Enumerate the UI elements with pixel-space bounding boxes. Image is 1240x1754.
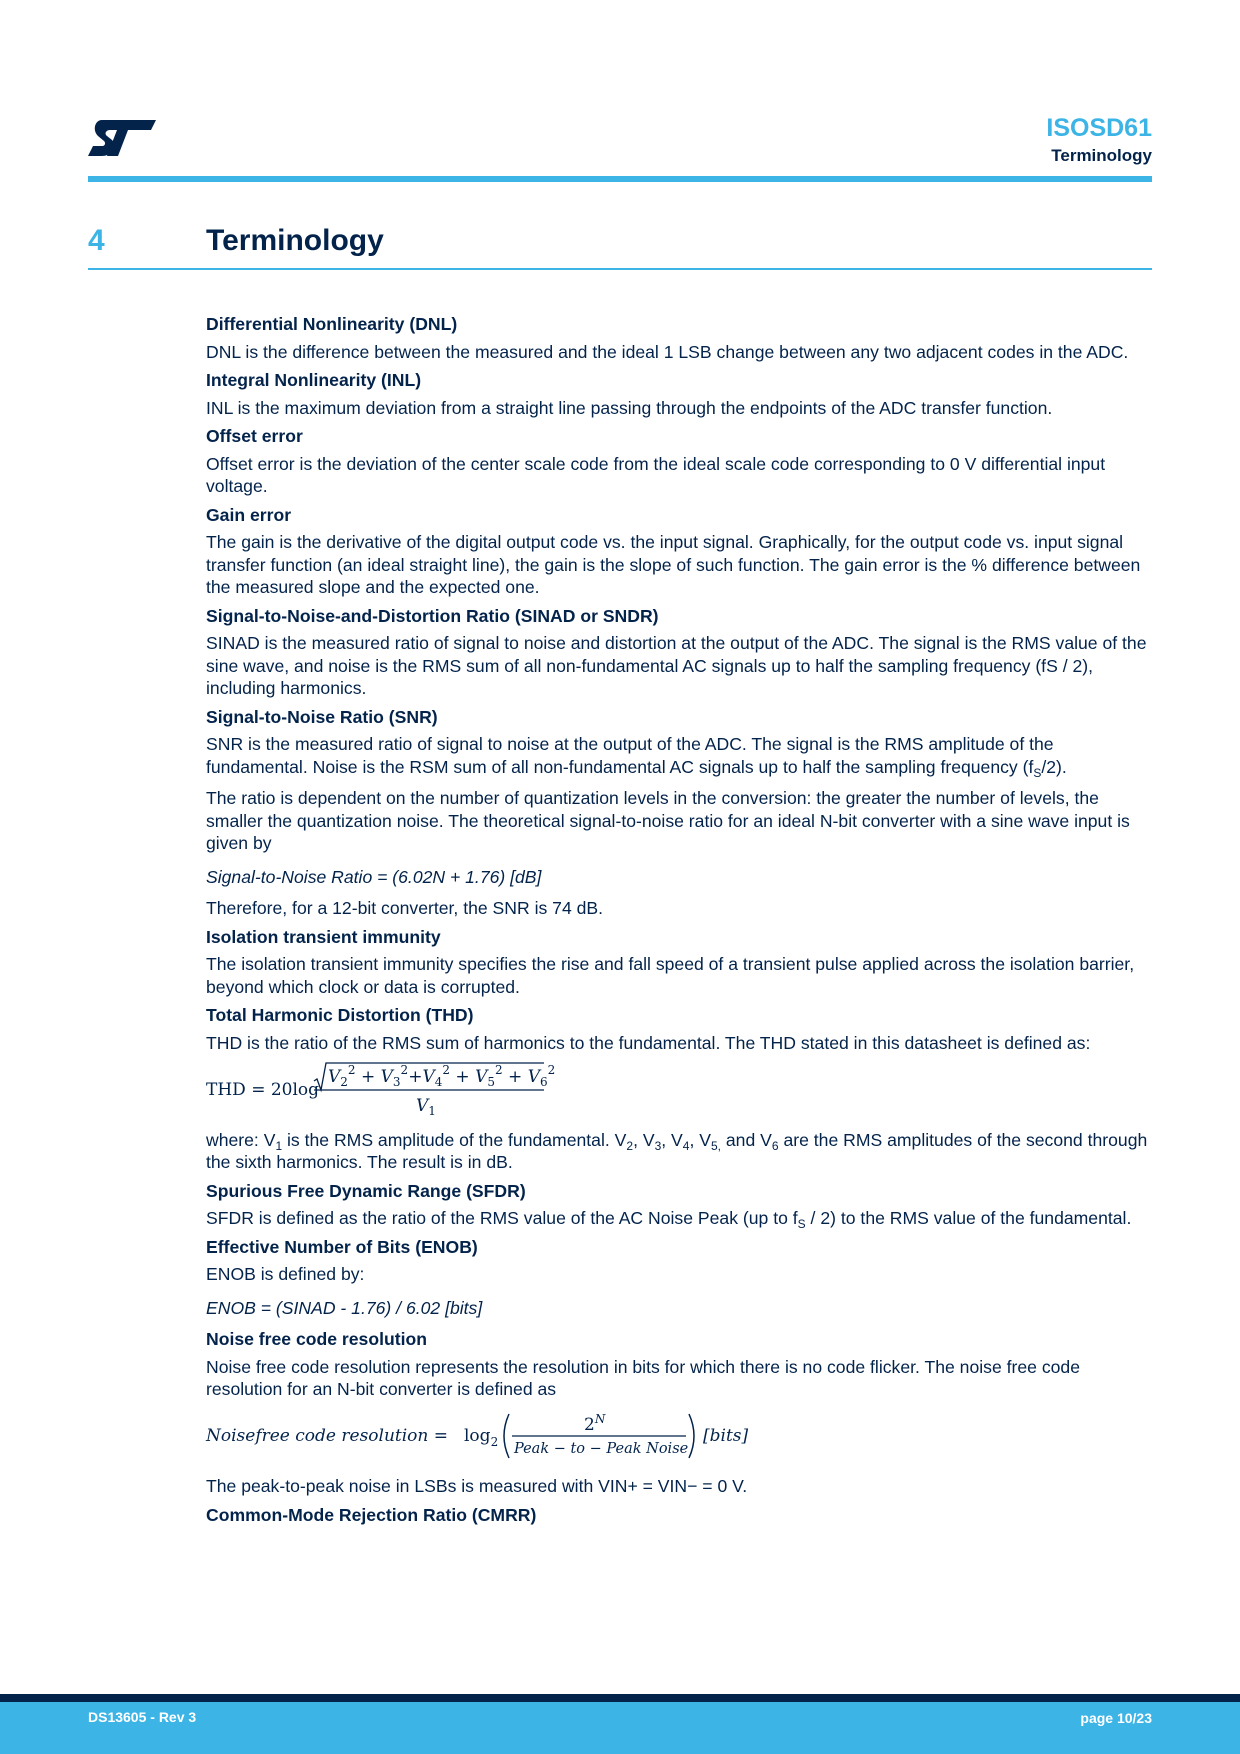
term-body-gain: The gain is the derivative of the digital output code vs. the input signal. Graphically, for the output code vs. input signal transfer function (an ideal straight line), the gain is the slope of such function. The gain error is the % difference between the measured slope and the expected one. (206, 532, 1141, 597)
term-body-nfcr-after: The peak-to-peak noise in LSBs is measured with VIN+ = VIN− = 0 V. (206, 1476, 748, 1496)
term-body-enob: ENOB is defined by: (206, 1264, 365, 1284)
term-title-snr: Signal-to-Noise Ratio (SNR) (206, 706, 438, 727)
term-title-dnl: Differential Nonlinearity (DNL) (206, 314, 458, 334)
snr-formula: Signal-to-Noise Ratio = (6.02N + 1.76) [dB] (206, 866, 542, 887)
term-body-snr-3: Therefore, for a 12-bit converter, the SNR is 74 dB. (206, 898, 604, 918)
term-title-enob: Effective Number of Bits (ENOB) (206, 1236, 478, 1257)
term-title-thd: Total Harmonic Distortion (THD) (206, 1005, 474, 1025)
term-body-offset: Offset error is the deviation of the center scale code from the ideal scale code corresponding to 0 V differential input voltage. (206, 453, 1106, 496)
term-body-snr-2: The ratio is dependent on the number of quantization levels in the conversion: the greater the number of levels, the smaller the quantization noise. The theoretical signal-to-noise ratio for an ideal N-bit converter with a sine wave input is given by (206, 788, 1130, 853)
term-body-dnl: DNL is the difference between the measured and the ideal 1 LSB change between any two adjacent codes in the ADC. (206, 341, 1129, 362)
term-body-sinad: SINAD is the measured ratio of signal to noise and distortion at the output of the ADC. The signal is the RMS value of the sine wave, and noise is the RMS sum of all non-fundamental AC signals up to half the sampling frequency (fS / 2), including harmonics. (206, 633, 1147, 698)
thd-formula (206, 1059, 1152, 1123)
term-title-gain: Gain error (206, 504, 292, 525)
nfcr-formula (206, 1406, 1152, 1470)
terminology-content (206, 313, 1152, 1531)
term-body-inl: INL is the maximum deviation from a straight line passing through the endpoints of the ADC transfer function. (206, 397, 1053, 418)
term-title-sfdr: Spurious Free Dynamic Range (SFDR) (206, 1180, 526, 1201)
term-body-thd: THD is the ratio of the RMS sum of harmonics to the fundamental. The THD stated in this datasheet is defined as: (206, 1032, 1091, 1053)
thd-where: where: $V_1$ is the RMS amplitude of the fundamental. $V_2$, $V_3$, $V_4$, $V_{5,}$ and $V_6$ are the RMS amplitudes of the second through the sixth harmonics. The result is in dB. (206, 1129, 1148, 1172)
logo-text: ST (88, 118, 90, 119)
svg-text:V22 + V32+V42 + V52 + V62: $V_2^2 + V_3^2+V_4^2 + V_5^2 + V_6^2$ (328, 1063, 556, 1089)
nfcr-formula-den: Peak − to − Peak Noise (514, 1440, 689, 1457)
term-title-inl: Integral Nonlinearity (INL) (206, 370, 422, 390)
term-body-iti: The isolation transient immunity specifies the rise and fall speed of a transient pulse applied across the isolation barrier, beyond which clock or data is corrupted. (206, 954, 1135, 997)
section-number: 4 (88, 224, 105, 257)
term-body-snr-1: SNR is the measured ratio of signal to noise at the output of the ADC. The signal is the RMS amplitude of the fundamental. Noise is the RSM sum of all non-fundamental AC signals up to half the sampling frequency $(f_S/2)$. (206, 734, 1067, 780)
document-title: ISOSD61 (1046, 114, 1152, 142)
footer-dark-strip (0, 1694, 1240, 1702)
term-title-nfcr: Noise free code resolution (206, 1329, 427, 1349)
nfcr-formula-unit: [bits] (703, 1425, 749, 1446)
header-divider (88, 176, 1152, 182)
nfcr-formula-log: $\log_2$ (464, 1425, 499, 1449)
section-title: Terminology (206, 224, 384, 257)
footer-page-number: page 10/23 (1080, 1710, 1152, 1726)
thd-formula-lhs: THD = 20log (206, 1080, 320, 1100)
footer-doc-id: DS13605 - Rev 3 (88, 1709, 197, 1725)
svg-text:V1: $V_1$ (416, 1096, 436, 1118)
st-logo (88, 118, 158, 158)
term-title-offset: Offset error (206, 426, 303, 446)
nfcr-formula-num: $2^N$ (584, 1411, 606, 1435)
term-body-nfcr: Noise free code resolution represents the resolution in bits for which there is no code flicker. The noise free code resolution for an N-bit converter is defined as (206, 1356, 1080, 1399)
nfcr-formula-lhs: Noisefree code resolution = (206, 1425, 449, 1446)
section-divider (88, 268, 1152, 270)
header-section-name: Terminology (1051, 146, 1152, 165)
nfcr-formula-graphic (206, 1406, 766, 1464)
term-title-sinad: Signal-to-Noise-and-Distortion Ratio (SINAD or SNDR) (206, 605, 659, 626)
enob-formula: ENOB = (SINAD - 1.76) / 6.02 [bits] (206, 1297, 483, 1318)
term-body-sfdr: SFDR is defined as the ratio of the RMS value of the AC Noise Peak (up to $f_S / 2$) to the RMS value of the fundamental. (206, 1208, 1132, 1231)
term-title-iti: Isolation transient immunity (206, 926, 441, 947)
thd-formula-graphic (206, 1059, 556, 1118)
term-title-cmrr: Common-Mode Rejection Ratio (CMRR) (206, 1504, 537, 1525)
